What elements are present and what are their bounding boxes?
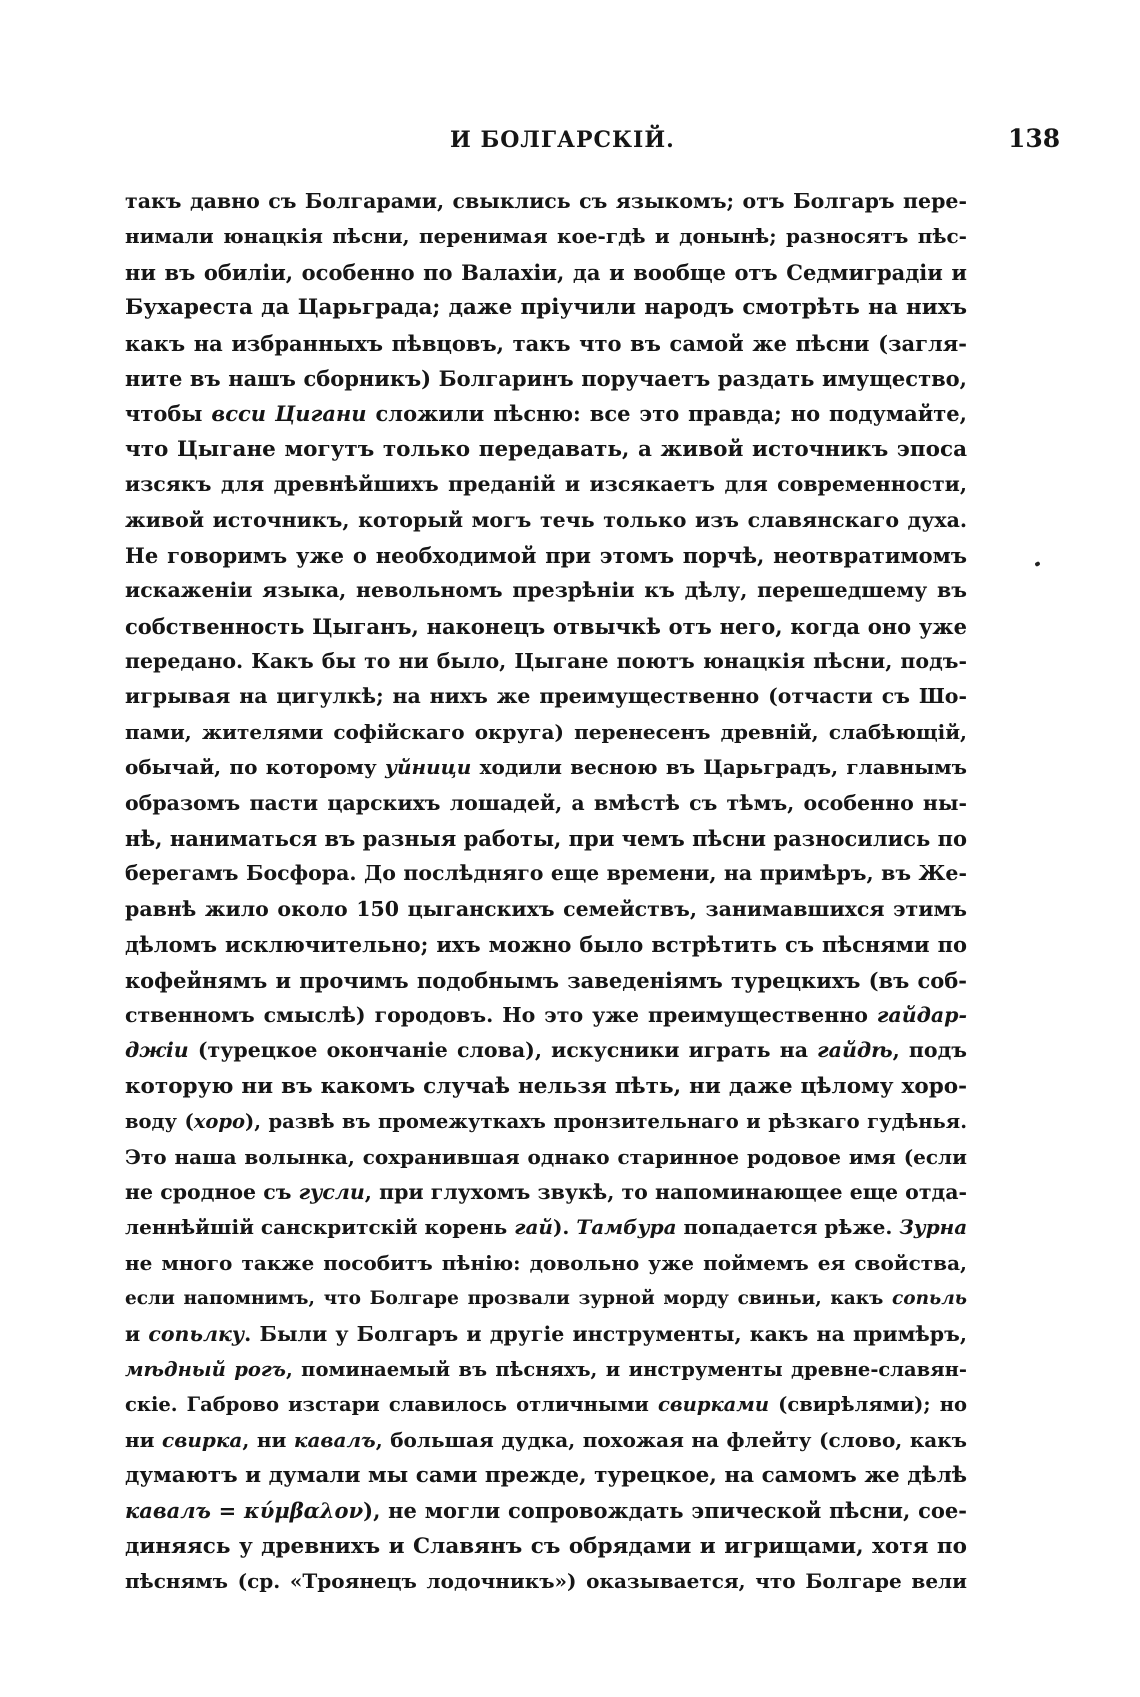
text-line	[125, 715, 967, 750]
text-line	[125, 290, 967, 325]
text-run: , при глухомъ звукѣ, то напоминающее еще отда-	[364, 1179, 967, 1204]
italic-term: Зурна	[899, 1215, 967, 1240]
text-run: не сродное съ	[125, 1179, 299, 1204]
text-run: ните въ нашъ сборникъ) Болгаринъ поручаетъ раздать имущество,	[125, 365, 967, 391]
text-line	[125, 1281, 967, 1316]
text-run: леннѣйшій санскритскій корень	[125, 1215, 515, 1240]
page-number: 138	[1008, 124, 1061, 153]
text-line	[125, 1387, 967, 1422]
text-run: (свирѣлями); но	[769, 1393, 967, 1417]
text-line	[125, 1246, 967, 1281]
text-line	[125, 1069, 967, 1104]
text-run: нимали юнацкія пѣсни, перенимая кое-гдѣ и донынѣ; разносятъ пѣс-	[125, 224, 967, 249]
italic-term: джіи	[125, 1038, 189, 1063]
text-run: живой источникъ, который могъ течь только изъ славянскаго духа.	[125, 507, 967, 532]
text-line	[125, 503, 967, 538]
italic-term: гайдѣ	[817, 1038, 893, 1063]
text-run: пами, жителями софійскаго округа) перенесенъ древній, слабѣющій,	[125, 719, 967, 744]
text-line	[125, 326, 967, 361]
body-text	[125, 184, 967, 1600]
text-run: ), развѣ въ промежуткахъ пронзительнаго и рѣзкаго гудѣнья.	[245, 1110, 967, 1134]
text-line	[125, 1317, 967, 1352]
text-run: , ни	[242, 1427, 294, 1452]
text-line	[125, 255, 967, 290]
text-run: ни въ обиліи, особенно по Валахіи, да и вообще отъ Седмиградіи и	[125, 259, 967, 285]
text-run: обычай, по которому	[125, 755, 386, 780]
italic-term: сопьль	[891, 1288, 967, 1310]
text-line	[125, 679, 967, 714]
text-run: ни	[125, 1427, 163, 1452]
text-line	[125, 1458, 967, 1493]
text-run: нѣ, наниматься въ разныя работы, при чемъ пѣсни разносились по	[125, 826, 967, 852]
text-line	[125, 1352, 967, 1387]
text-run: и	[125, 1321, 149, 1346]
text-run: , большая дудка, похожая на флейту (слово, какъ	[375, 1427, 967, 1452]
text-run: берегамъ Босфора. До послѣдняго еще времени, на примѣръ, въ Же-	[125, 861, 967, 886]
text-line	[125, 573, 967, 608]
text-run: , поминаемый въ пѣсняхъ, и инструменты древне-славян-	[286, 1357, 967, 1381]
text-run: изсякъ для древнѣйшихъ преданій и изсякаетъ для современности,	[125, 472, 967, 497]
italic-term: всси Цигани	[211, 401, 367, 427]
text-run: . Были у Болгаръ и другіе инструменты, какъ на примѣръ,	[244, 1321, 967, 1346]
text-line	[125, 361, 967, 396]
text-line	[125, 644, 967, 679]
text-line	[125, 1529, 967, 1564]
text-run: если напомнимъ, что Болгаре прозвали зурной морду свиньи, какъ	[125, 1288, 892, 1310]
text-run: равнѣ жило около 150 цыганскихъ семействъ, занимавшихся этимъ	[125, 896, 967, 921]
text-line	[125, 998, 967, 1033]
text-run: думаютъ и думали мы сами прежде, турецкое, на самомъ же дѣлѣ	[125, 1463, 967, 1489]
text-run: собственность Цыганъ, наконецъ отвычкѣ отъ него, когда оно уже	[125, 613, 967, 639]
italic-term: гай	[514, 1215, 553, 1240]
text-line	[125, 432, 967, 467]
text-line	[125, 1104, 967, 1139]
text-run: кофейнямъ и прочимъ подобнымъ заведеніямъ турецкихъ (въ соб-	[125, 967, 967, 993]
margin-ink-mark	[1034, 561, 1040, 567]
text-run: передано. Какъ бы то ни было, Цыгане поютъ юнацкія пѣсни, подъ-	[125, 649, 967, 674]
text-line	[125, 1033, 967, 1068]
text-line	[125, 1140, 967, 1175]
running-head: И БОЛГАРСКІЙ.	[450, 127, 675, 153]
text-line	[125, 1493, 967, 1528]
text-line	[125, 963, 967, 998]
text-line	[125, 396, 967, 431]
text-run: такъ давно съ Болгарами, свыклись съ языкомъ; отъ Болгаръ пере-	[125, 189, 967, 213]
text-run: диняясь у древнихъ и Славянъ съ обрядами и игрищами, хотя по	[125, 1533, 967, 1559]
text-line	[125, 892, 967, 927]
text-line	[125, 821, 967, 856]
text-run: которую ни въ какомъ случаѣ нельзя пѣть, ни даже цѣлому хоро-	[125, 1073, 967, 1099]
text-run: какъ на избранныхъ пѣвцовъ, такъ что въ самой же пѣсни (загля-	[125, 330, 967, 356]
text-line	[125, 1175, 967, 1210]
italic-term: гусли	[298, 1179, 365, 1204]
text-line	[125, 219, 967, 254]
italic-term: гайдар-	[876, 1002, 967, 1027]
text-run: Не говоримъ уже о необходимой при этомъ порчѣ, неотвратимомъ	[125, 542, 967, 568]
text-run: ), не могли сопровождать эпической пѣсни, сое-	[363, 1498, 967, 1524]
italic-term: уйници	[385, 755, 472, 780]
italic-term: кавалъ	[293, 1427, 376, 1452]
text-run: что Цыгане могутъ только передавать, а живой источникъ эпоса	[125, 436, 967, 462]
text-run: Бухареста да Царьграда; даже пріучили народъ смотрѣть на нихъ	[125, 295, 967, 321]
text-run: (турецкое окончаніе слова), искусники играть на	[188, 1038, 818, 1063]
text-line	[125, 1564, 967, 1599]
italic-term: сопьлку	[148, 1321, 245, 1346]
text-run: искаженіи языка, невольномъ презрѣніи къ дѣлу, перешедшему въ	[125, 578, 967, 603]
text-run: ).	[552, 1215, 577, 1240]
text-run: воду (	[125, 1110, 194, 1134]
text-run: , подъ	[892, 1038, 967, 1063]
text-line	[125, 467, 967, 502]
text-run: пѣснямъ (ср. «Троянецъ лодочникъ») оказывается, что Болгаре вели	[125, 1569, 967, 1594]
text-run: чтобы	[125, 401, 212, 427]
text-run: ходили весною въ Царьградъ, главнымъ	[471, 755, 967, 780]
text-line	[125, 1210, 967, 1245]
italic-term: хоро	[193, 1110, 246, 1134]
italic-term: кавалъ = κύμβαλον	[125, 1498, 364, 1524]
text-line	[125, 927, 967, 962]
italic-term: свирками	[657, 1393, 770, 1417]
italic-term: Тамбура	[576, 1215, 677, 1240]
text-line	[125, 750, 967, 785]
text-line	[125, 184, 967, 219]
text-run: игрывая на цигулкѣ; на нихъ же преимущественно (отчасти съ Шо-	[125, 684, 967, 709]
text-line	[125, 856, 967, 891]
text-run: ственномъ смыслѣ) городовъ. Но это уже преимущественно	[125, 1002, 877, 1027]
text-line	[125, 1423, 967, 1458]
text-line	[125, 786, 967, 821]
italic-term: мѣдный рогъ	[125, 1357, 286, 1381]
italic-term: свирка	[162, 1427, 243, 1452]
text-run: скіе. Габрово изстари славилось отличными	[125, 1393, 658, 1417]
text-line	[125, 609, 967, 644]
text-run: образомъ пасти царскихъ лошадей, а вмѣстѣ съ тѣмъ, особенно ны-	[125, 790, 967, 815]
text-run: сложили пѣсню: все это правда; но подумайте,	[366, 401, 967, 427]
text-run: попадается рѣже.	[676, 1215, 900, 1240]
text-run: не много также пособитъ пѣнію: довольно уже поймемъ ея свойства,	[125, 1250, 967, 1275]
text-run: дѣломъ исключительно; ихъ можно было встрѣтить съ пѣснями по	[125, 932, 967, 958]
text-line	[125, 538, 967, 573]
text-run: Это наша волынка, сохранившая однако старинное родовое имя (если	[125, 1144, 967, 1169]
